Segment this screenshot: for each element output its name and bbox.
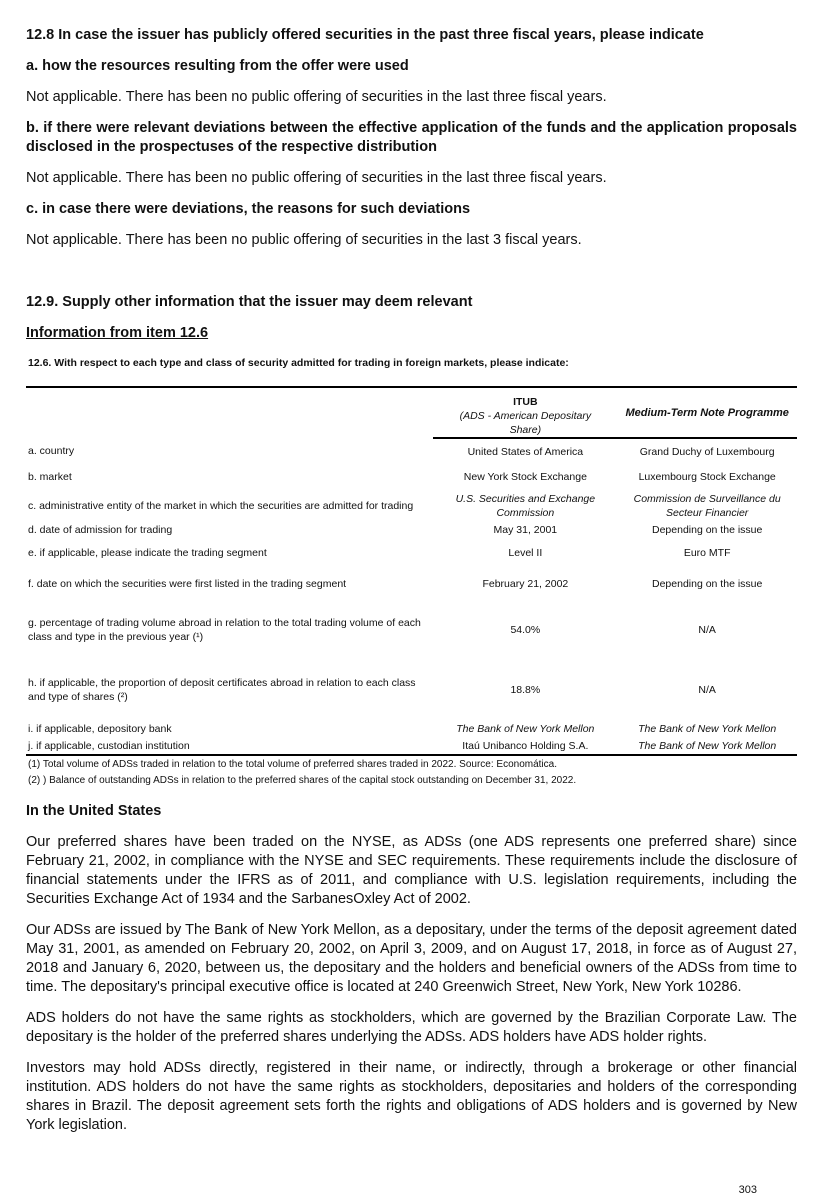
table-row	[26, 538, 797, 568]
securities-table	[26, 386, 797, 756]
row-value-mtn: The Bank of New York Mellon	[638, 740, 777, 752]
footnote-1: (1) Total volume of ADSs traded in relation to the total volume of preferred shares traded in 2022. Source: Economática.	[28, 759, 557, 770]
item-c-heading: c. in case there were deviations, the reasons for such deviations	[26, 201, 471, 217]
table-row	[26, 568, 797, 600]
row-label: b. market	[28, 471, 72, 483]
item-b-heading: b. if there were relevant deviations between the effective application of the funds and the application proposals disclosed in the prospectuses of the respective distribution	[26, 120, 797, 155]
row-value-mtn: The Bank of New York Mellon	[638, 723, 777, 735]
table-row	[26, 660, 797, 720]
row-value-mtn: Depending on the issue	[652, 578, 763, 590]
row-value-itub: 18.8%	[510, 684, 541, 696]
col2-title: Medium-Term Note Programme	[617, 387, 797, 438]
table-row	[26, 464, 797, 490]
table-row	[26, 490, 797, 522]
row-value-mtn: Euro MTF	[683, 547, 731, 559]
table-row	[26, 738, 797, 755]
row-value-mtn: Grand Duchy of Luxembourg	[639, 445, 775, 458]
row-value-mtn: Depending on the issue	[652, 524, 763, 536]
us-paragraph-3: ADS holders do not have the same rights as stockholders, which are governed by the Brazilian Corporate Law. The depositary is the holder of the preferred shares underlying the ADSs. ADS holders have ADS holder rights.	[26, 1010, 797, 1045]
item-b-text: Not applicable. There has been no public offering of securities in the last three fiscal years.	[26, 170, 607, 186]
footnote-2: (2) ) Balance of outstanding ADSs in relation to the preferred shares of the capital stock outstanding on December 31, 2022.	[28, 775, 577, 786]
us-paragraph-2: Our ADSs are issued by The Bank of New York Mellon, as a depositary, under the terms of the deposit agreement dated May 31, 2001, as amended on February 20, 2002, on April 3, 2009, and on August 17, 2018, in force as of August 27, 2018 and January 6, 2020, between us, the depositary and the holders and beneficial owners of the ADSs from time to time. The depositary's principal executive office is located at 240 Greenwich Street, New York, New York 10286.	[26, 922, 797, 995]
item-a-heading: a. how the resources resulting from the offer were used	[26, 58, 409, 74]
row-value-itub: U.S. Securities and Exchange Commission	[455, 493, 596, 519]
row-value-itub: May 31, 2001	[493, 524, 558, 536]
section-12-9-heading: 12.9. Supply other information that the issuer may deem relevant	[26, 294, 473, 310]
us-paragraph-4: Investors may hold ADSs directly, registered in their name, or indirectly, through a brokerage or other financial institution. ADS holders do not have the same rights as stockholders, depositaries and holders of the corresponding shares in Brazil. The deposit agreement sets forth the rights and obligations of ADS holders and is governed by New York legislation.	[26, 1060, 797, 1133]
row-value-itub: Itaú Unibanco Holding S.A.	[462, 740, 589, 752]
table-row	[26, 438, 797, 464]
row-label: h. if applicable, the proportion of deposit certificates abroad in relation to each class and type of shares (²)	[28, 677, 416, 703]
row-value-itub: 54.0%	[510, 624, 541, 636]
row-label: g. percentage of trading volume abroad in relation to the total trading volume of each class and type in the previous year (¹)	[28, 617, 421, 643]
table-row	[26, 522, 797, 538]
row-label: e. if applicable, please indicate the trading segment	[28, 547, 267, 559]
row-value-itub: United States of America	[467, 445, 584, 458]
row-label: j. if applicable, custodian institution	[28, 740, 190, 752]
header-itub-cell	[433, 387, 617, 438]
row-value-mtn: N/A	[698, 684, 716, 696]
row-label: f. date on which the securities were first listed in the trading segment	[28, 578, 347, 590]
table-row	[26, 600, 797, 660]
table-row	[26, 720, 797, 738]
document-page	[26, 24, 797, 1135]
item-c-text: Not applicable. There has been no public offering of securities in the last 3 fiscal years.	[26, 232, 582, 248]
section-12-8-heading: 12.8 In case the issuer has publicly offered securities in the past three fiscal years, please indicate	[26, 27, 704, 43]
row-value-itub: Level II	[508, 547, 543, 559]
row-value-itub: The Bank of New York Mellon	[456, 723, 595, 735]
table-header-row	[26, 387, 797, 438]
col1-title: ITUB	[513, 395, 538, 408]
row-label: d. date of admission for trading	[28, 524, 173, 536]
row-value-mtn: Commission de Surveillance du Secteur Financier	[633, 493, 781, 519]
row-label: c. administrative entity of the market in which the securities are admitted for trading	[28, 500, 414, 512]
row-value-itub: February 21, 2002	[482, 578, 569, 590]
col1-subtitle: (ADS - American Depositary Share)	[459, 409, 592, 436]
table-title: 12.6. With respect to each type and class of security admitted for trading in foreign markets, please indicate:	[28, 357, 569, 369]
row-label: i. if applicable, depository bank	[28, 723, 172, 735]
header-blank-cell	[26, 387, 433, 438]
row-value-itub: New York Stock Exchange	[463, 471, 587, 483]
row-value-mtn: Luxembourg Stock Exchange	[638, 471, 776, 483]
row-value-mtn: N/A	[698, 624, 716, 636]
page-number: 303	[738, 1184, 757, 1196]
us-paragraph-1: Our preferred shares have been traded on the NYSE, as ADSs (one ADS represents one preferred share) since February 21, 2002, in compliance with the NYSE and SEC requirements. These requirements include the disclosure of financial statements under the IFRS as of 2011, and compliance with U.S. legislation requirements, including the Securities Exchange Act of 1934 and the SarbanesOxley Act of 2002.	[26, 834, 797, 907]
item-a-text: Not applicable. There has been no public offering of securities in the last three fiscal years.	[26, 89, 607, 105]
row-label: a. country	[28, 445, 75, 457]
section-12-9-subheading: Information from item 12.6	[26, 325, 209, 341]
us-section-heading: In the United States	[26, 803, 162, 819]
